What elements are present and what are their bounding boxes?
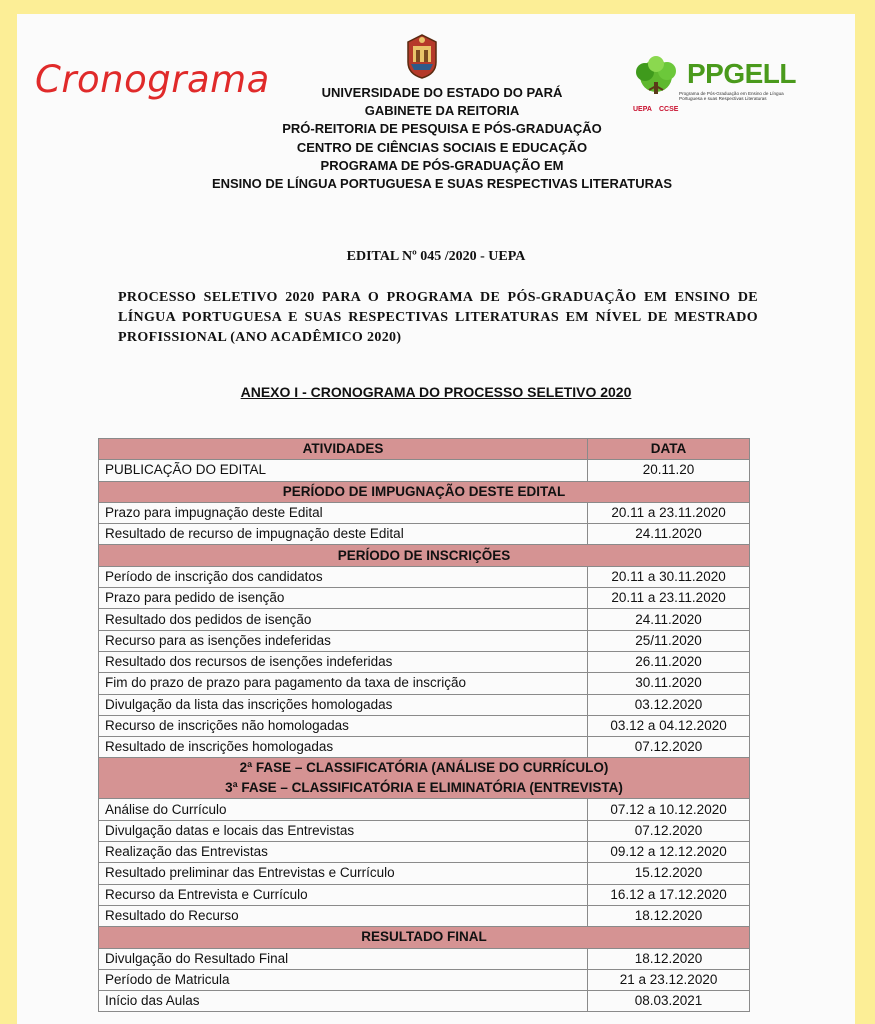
table-row xyxy=(99,502,750,523)
date-cell: 20.11 a 23.11.2020 xyxy=(588,502,750,523)
phase-2-title: 2ª FASE – CLASSIFICATÓRIA (ANÁLISE DO CURRÍCULO) xyxy=(239,760,609,776)
institution-header xyxy=(117,84,767,193)
table-row xyxy=(99,863,750,884)
date-cell: 21 a 23.12.2020 xyxy=(588,969,750,990)
date-cell: 26.11.2020 xyxy=(588,651,750,672)
date-cell: 09.12 a 12.12.2020 xyxy=(588,842,750,863)
table-row xyxy=(99,715,750,736)
date-cell: 24.11.2020 xyxy=(588,524,750,545)
date-cell: 20.11 a 30.11.2020 xyxy=(588,566,750,587)
svg-text:CCSE: CCSE xyxy=(659,106,679,113)
date-cell: 07.12.2020 xyxy=(588,820,750,841)
table-row xyxy=(99,884,750,905)
activity-cell: Realização das Entrevistas xyxy=(99,842,588,863)
section-row xyxy=(99,758,750,799)
column-header-data: DATA xyxy=(588,439,750,460)
document-page xyxy=(17,14,855,1024)
ppgell-subtitle: Programa de Pós-Graduação em Ensino de Língua Portuguesa e suas Respectivas Literaturas xyxy=(679,91,784,102)
edital-number: EDITAL Nº 045 /2020 - UEPA xyxy=(346,249,526,264)
table-row xyxy=(99,673,750,694)
section-title: PERÍODO DE INSCRIÇÕES xyxy=(99,545,750,566)
table-row xyxy=(99,799,750,820)
activity-cell: Recurso da Entrevista e Currículo xyxy=(99,884,588,905)
section-title: RESULTADO FINAL xyxy=(99,927,750,948)
date-cell: 18.12.2020 xyxy=(588,905,750,926)
header-line: CENTRO DE CIÊNCIAS SOCIAIS E EDUCAÇÃO xyxy=(296,139,588,155)
section-title xyxy=(99,758,750,799)
svg-text:UEPA: UEPA xyxy=(633,106,652,113)
table-row xyxy=(99,991,750,1012)
section-row xyxy=(99,545,750,566)
anexo-title: ANEXO I - CRONOGRAMA DO PROCESSO SELETIVO 2020 xyxy=(240,384,632,400)
processo-title: PROCESSO SELETIVO 2020 PARA O PROGRAMA DE PÓS-GRADUAÇÃO EM ENSINO DE LÍNGUA PORTUGUESA E SUAS RESPECTIVAS LITERATURAS EM NÍVEL DE MESTRADO PROFISSIONAL (ANO ACADÊMICO 2020) xyxy=(118,290,758,345)
activity-cell: Recurso para as isenções indeferidas xyxy=(99,630,588,651)
table-row xyxy=(99,694,750,715)
date-cell: 03.12 a 04.12.2020 xyxy=(588,715,750,736)
activity-cell: Resultado preliminar das Entrevistas e Currículo xyxy=(99,863,588,884)
ppgell-name: PPGELL xyxy=(687,58,797,89)
activity-cell: Resultado dos pedidos de isenção xyxy=(99,609,588,630)
activity-cell: Início das Aulas xyxy=(99,991,588,1012)
header-line: GABINETE DA REITORIA xyxy=(364,103,520,119)
activity-cell: Divulgação datas e locais das Entrevistas xyxy=(99,820,588,841)
section-row xyxy=(99,927,750,948)
university-crest-icon xyxy=(402,32,442,80)
date-cell: 25/11.2020 xyxy=(588,630,750,651)
activity-cell: Divulgação do Resultado Final xyxy=(99,948,588,969)
header-line: PROGRAMA DE PÓS-GRADUAÇÃO EM xyxy=(320,157,564,173)
table-row xyxy=(99,630,750,651)
table-row xyxy=(99,820,750,841)
schedule-table xyxy=(98,438,750,1012)
table-row xyxy=(99,948,750,969)
date-cell: 24.11.2020 xyxy=(588,609,750,630)
date-cell: 07.12.2020 xyxy=(588,737,750,758)
table-row xyxy=(99,969,750,990)
section-title: PERÍODO DE IMPUGNAÇÃO DESTE EDITAL xyxy=(99,481,750,502)
activity-cell: PUBLICAÇÃO DO EDITAL xyxy=(99,460,588,481)
activity-cell: Resultado de recurso de impugnação deste Edital xyxy=(99,524,588,545)
header-line: ENSINO DE LÍNGUA PORTUGUESA E SUAS RESPECTIVAS LITERATURAS xyxy=(211,176,673,192)
table-row xyxy=(99,566,750,587)
header-line: PRÓ-REITORIA DE PESQUISA E PÓS-GRADUAÇÃO xyxy=(282,121,602,137)
table-row xyxy=(99,842,750,863)
header-line: UNIVERSIDADE DO ESTADO DO PARÁ xyxy=(321,85,563,100)
date-cell: 15.12.2020 xyxy=(588,863,750,884)
table-row xyxy=(99,609,750,630)
date-cell: 18.12.2020 xyxy=(588,948,750,969)
activity-cell: Análise do Currículo xyxy=(99,799,588,820)
date-cell: 20.11 a 23.11.2020 xyxy=(588,588,750,609)
activity-cell: Período de Matricula xyxy=(99,969,588,990)
table-row xyxy=(99,588,750,609)
activity-cell: Resultado do Recurso xyxy=(99,905,588,926)
date-cell: 07.12 a 10.12.2020 xyxy=(588,799,750,820)
section-row xyxy=(99,481,750,502)
date-cell: 03.12.2020 xyxy=(588,694,750,715)
table-row xyxy=(99,905,750,926)
cronograma-title: Cronograma xyxy=(35,58,270,101)
table-row xyxy=(99,524,750,545)
phase-3-title: 3ª FASE – CLASSIFICATÓRIA E ELIMINATÓRIA (ENTREVISTA) xyxy=(225,780,623,796)
table-row xyxy=(99,651,750,672)
table-header-row xyxy=(99,439,750,460)
activity-cell: Fim do prazo de prazo para pagamento da taxa de inscrição xyxy=(99,673,588,694)
date-cell: 30.11.2020 xyxy=(588,673,750,694)
activity-cell: Recurso de inscrições não homologadas xyxy=(99,715,588,736)
activity-cell: Resultado dos recursos de isenções indeferidas xyxy=(99,651,588,672)
activity-cell: Resultado de inscrições homologadas xyxy=(99,737,588,758)
date-cell: 16.12 a 17.12.2020 xyxy=(588,884,750,905)
date-cell: 08.03.2021 xyxy=(588,991,750,1012)
activity-cell: Prazo para pedido de isenção xyxy=(99,588,588,609)
date-cell: 20.11.20 xyxy=(588,460,750,481)
activity-cell: Prazo para impugnação deste Edital xyxy=(99,502,588,523)
column-header-atividades: ATIVIDADES xyxy=(99,439,588,460)
table-row xyxy=(99,460,750,481)
activity-cell: Período de inscrição dos candidatos xyxy=(99,566,588,587)
table-row xyxy=(99,737,750,758)
activity-cell: Divulgação da lista das inscrições homologadas xyxy=(99,694,588,715)
